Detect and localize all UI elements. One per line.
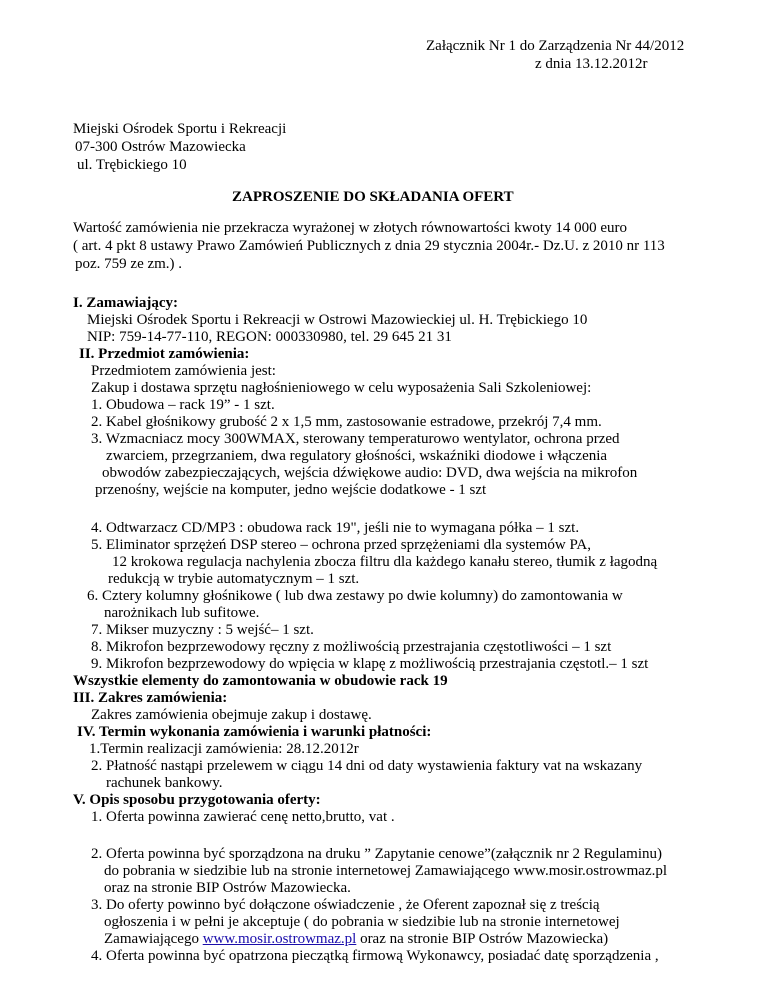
list-item: 8. Mikrofon bezprzewodowy ręczny z możliwością przestrajania częstotliwości – 1 szt bbox=[91, 639, 612, 655]
list-item-cont: redukcją w trybie automatycznym – 1 szt. bbox=[108, 571, 360, 587]
section-2-line: Zakup i dostawa sprzętu nagłośnieniowego w celu wyposażenia Sali Szkoleniowej: bbox=[91, 380, 592, 396]
list-item: 1. Obudowa – rack 19” - 1 szt. bbox=[91, 397, 275, 413]
intro-line: ( art. 4 pkt 8 ustawy Prawo Zamówień Publicznych z dnia 29 stycznia 2004r.- Dz.U. z 2010 nr 113 bbox=[73, 238, 665, 254]
list-item: 4. Oferta powinna być opatrzona pieczątką firmową Wykonawcy, posiadać datę sporządzenia , bbox=[91, 948, 659, 964]
list-item-cont: przenośny, wejście na komputer, jedno wejście dodatkowe - 1 szt bbox=[95, 482, 487, 498]
mosir-website-link[interactable]: www.mosir.ostrowmaz.pl bbox=[202, 931, 357, 947]
document-title: ZAPROSZENIE DO SKŁADANIA OFERT bbox=[232, 189, 514, 205]
attachment-header-line1: Załącznik Nr 1 do Zarządzenia Nr 44/2012 bbox=[426, 38, 685, 54]
section-3-line: Zakres zamówienia obejmuje zakup i dostawę. bbox=[91, 707, 372, 723]
section-2-line: Przedmiotem zamówienia jest: bbox=[91, 363, 276, 379]
list-item-cont: 12 krokowa regulacja nachylenia zbocza filtru dla każdego kanału stereo, tłumik z łagodną bbox=[112, 554, 658, 570]
list-item-cont: obwodów zabezpieczających, wejścia dźwiękowe audio: DVD, dwa wejścia na mikrofon bbox=[102, 465, 638, 481]
section-3-heading: III. Zakres zamówienia: bbox=[73, 690, 228, 706]
section-1-line: Miejski Ośrodek Sportu i Rekreacji w Ostrowi Mazowieckiej ul. H. Trębickiego 10 bbox=[87, 312, 588, 328]
list-item: 2. Oferta powinna być sporządzona na druku ” Zapytanie cenowe”(załącznik nr 2 Regulaminu) bbox=[91, 846, 663, 862]
list-item-cont: narożnikach lub sufitowe. bbox=[104, 605, 260, 621]
address-name: Miejski Ośrodek Sportu i Rekreacji bbox=[73, 121, 287, 137]
section-2-heading: II. Przedmiot zamówienia: bbox=[79, 346, 250, 362]
list-item: 4. Odtwarzacz CD/MP3 : obudowa rack 19", jeśli nie to wymagana półka – 1 szt. bbox=[91, 520, 580, 536]
address-street: ul. Trębickiego 10 bbox=[77, 157, 187, 173]
attachment-header-line2: z dnia 13.12.2012r bbox=[535, 56, 648, 72]
section-5-heading: V. Opis sposobu przygotowania oferty: bbox=[73, 792, 321, 808]
section-4-heading: IV. Termin wykonania zamówienia i warunki płatności: bbox=[77, 724, 432, 740]
section-4-line-cont: rachunek bankowy. bbox=[106, 775, 223, 791]
list-item: 6. Cztery kolumny głośnikowe ( lub dwa zestawy po dwie kolumny) do zamontowania w bbox=[87, 588, 623, 604]
list-item: 3. Wzmacniacz mocy 300WMAX, sterowany temperaturowo wentylator, ochrona przed bbox=[91, 431, 620, 447]
section-4-line: 2. Płatność nastąpi przelewem w ciągu 14 dni od daty wystawienia faktury vat na wskazany bbox=[91, 758, 643, 774]
list-item: 1. Oferta powinna zawierać cenę netto,brutto, vat . bbox=[91, 809, 395, 825]
intro-line: Wartość zamówienia nie przekracza wyrażonej w złotych równowartości kwoty 14 000 euro bbox=[73, 220, 627, 236]
list-item: 9. Mikrofon bezprzewodowy do wpięcia w klapę z możliwością przestrajania częstotl.– 1 szt bbox=[91, 656, 649, 672]
intro-line: poz. 759 ze zm.) . bbox=[75, 256, 183, 272]
list-item-cont: ogłoszenia i w pełni je akceptuje ( do pobrania w siedzibie lub na stronie internetowej bbox=[104, 914, 620, 930]
list-item: 3. Do oferty powinno być dołączone oświadczenie , że Oferent zapoznał się z treścią bbox=[91, 897, 600, 913]
list-item: 5. Eliminator sprzężeń DSP stereo – ochrona przed sprzężeniami dla systemów PA, bbox=[91, 537, 592, 553]
section-2-note: Wszystkie elementy do zamontowania w obudowie rack 19 bbox=[73, 673, 448, 689]
list-item-cont: oraz na stronie BIP Ostrów Mazowiecka. bbox=[104, 880, 351, 896]
section-4-line: 1.Termin realizacji zamówienia: 28.12.2012r bbox=[89, 741, 359, 757]
list-item: 7. Mikser muzyczny : 5 wejść– 1 szt. bbox=[91, 622, 314, 638]
list-item: 2. Kabel głośnikowy grubość 2 x 1,5 mm, zastosowanie estradowe, przekrój 7,4 mm. bbox=[91, 414, 602, 430]
text-fragment: Zamawiającego bbox=[104, 931, 203, 947]
address-city: 07-300 Ostrów Mazowiecka bbox=[75, 139, 246, 155]
list-item-cont bbox=[104, 931, 608, 948]
text-fragment: oraz na stronie BIP Ostrów Mazowiecka) bbox=[356, 931, 609, 947]
section-1-line: NIP: 759-14-77-110, REGON: 000330980, tel. 29 645 21 31 bbox=[87, 329, 452, 345]
section-1-heading: I. Zamawiający: bbox=[73, 295, 178, 311]
list-item-cont: zwarciem, przegrzaniem, dwa regulatory głośności, wskaźniki diodowe i włączenia bbox=[106, 448, 608, 464]
list-item-cont: do pobrania w siedzibie lub na stronie internetowej Zamawiającego www.mosir.ostrowmaz.pl bbox=[104, 863, 668, 879]
